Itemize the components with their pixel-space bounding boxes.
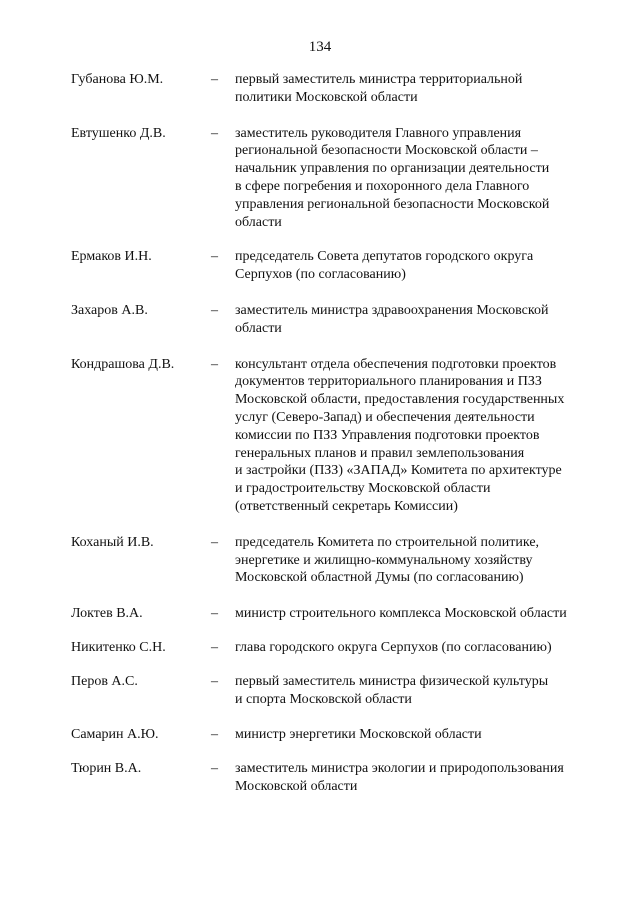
member-name: Кондрашова Д.В. [71, 356, 175, 372]
separator-dash: – [211, 356, 218, 372]
member-position: первый заместитель министра физической культуры и спорта Московской области [235, 673, 549, 707]
member-name: Губанова Ю.М. [71, 72, 164, 87]
separator-dash: – [211, 761, 218, 777]
separator-dash: – [211, 639, 218, 655]
member-name: Локтев В.А. [71, 606, 143, 622]
member-position: министр строительного комплекса Московской области [235, 606, 567, 622]
page-number: 134 [308, 39, 332, 55]
member-name: Тюрин В.А. [71, 761, 142, 777]
member-name: Захаров А.В. [71, 302, 148, 318]
separator-dash: – [211, 249, 218, 265]
member-position: первый заместитель министра территориальной политики Московской области [235, 72, 523, 105]
member-position: заместитель министра здравоохранения Московской области [235, 302, 549, 336]
member-position: глава городского округа Серпухов (по согласованию) [235, 639, 552, 655]
member-entry [0, 760, 640, 796]
member-entry [0, 639, 640, 657]
member-entry [0, 605, 640, 623]
member-entry [0, 726, 640, 744]
member-name: Перов А.С. [71, 673, 138, 689]
member-entry [0, 302, 640, 338]
member-position: председатель Совета депутатов городского округа Серпухов (по согласованию) [235, 249, 534, 283]
member-entry [0, 71, 640, 107]
member-entry [0, 356, 640, 516]
member-position: заместитель министра экологии и природопользования Московской области [235, 761, 564, 794]
separator-dash: – [211, 302, 218, 318]
member-name: Евтушенко Д.В. [71, 125, 166, 141]
separator-dash: – [211, 606, 218, 622]
member-entry [0, 534, 640, 587]
member-name: Ермаков И.Н. [71, 249, 152, 265]
member-name: Коханый И.В. [71, 534, 154, 550]
separator-dash: – [211, 72, 218, 87]
member-position: председатель Комитета по строительной политике, энергетике и жилищно-коммунальному хозяйству Московской областной Думы (по согласованию) [235, 534, 540, 586]
separator-dash: – [211, 125, 218, 141]
member-entry [0, 125, 640, 232]
member-entry [0, 673, 640, 709]
member-position: заместитель руководителя Главного управления региональной безопасности Московской области – начальник управления по организации деятельности в сфере погребения и похоронного дела Главного управления региональной безопасности Московской области [235, 125, 550, 230]
member-name: Никитенко С.Н. [71, 639, 166, 655]
member-position: консультант отдела обеспечения подготовки проектов документов территориального планирования и ПЗЗ Московской области, предоставления государственных услуг (Северо-Запад) и обеспечения деятельности комиссии по ПЗЗ Управления подготовки проектов генеральных планов и правил землепользования и застройки (ПЗЗ) «ЗАПАД» Комитета по архитектуре и градостроительству Московской области (ответственный секретарь Комиссии) [235, 356, 565, 514]
member-position: министр энергетики Московской области [235, 727, 482, 743]
separator-dash: – [211, 673, 218, 689]
member-entry [0, 248, 640, 284]
commission-members-list [0, 71, 640, 796]
member-name: Самарин А.Ю. [71, 727, 159, 743]
separator-dash: – [211, 727, 218, 743]
separator-dash: – [211, 534, 218, 550]
